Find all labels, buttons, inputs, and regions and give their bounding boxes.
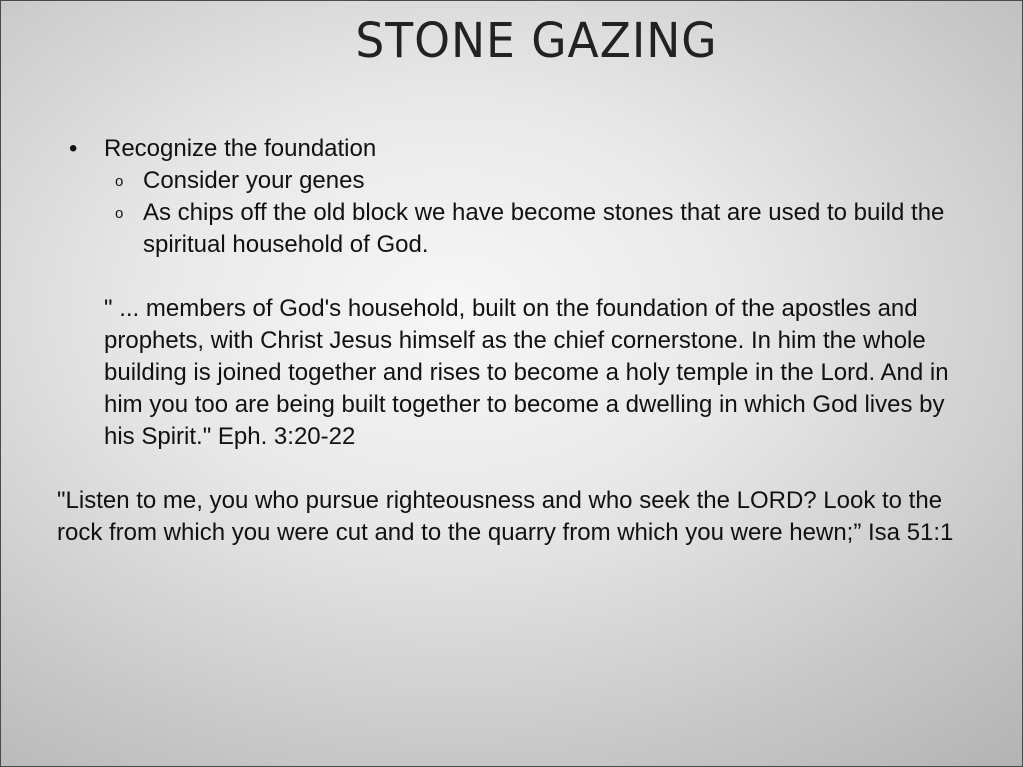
subbullet-marker: o [115,205,124,222]
bullet-recognize-foundation [69,133,964,165]
slide-content [1,133,1023,549]
subbullet-marker: o [115,173,124,190]
subbullet-text: As chips off the old block we have become stones that are used to build the spiritual household of God. [143,199,945,258]
bullet-marker: • [69,135,78,162]
subbullet-consider-genes [115,165,953,197]
slide-title: STONE GAZING [355,13,718,69]
bullet-text: Recognize the foundation [104,135,377,162]
isaiah-quote: "Listen to me, you who pursue righteousness and who seek the LORD? Look to the rock from which you were cut and to the quarry from which you were hewn;” Isa 51:1 [57,487,954,546]
spacer [1,261,1023,293]
subbullet-chips-off-block [115,197,953,261]
ephesians-quote: " ... members of God's household, built on the foundation of the apostles and prophets, with Christ Jesus himself as the chief cornerstone. In him the whole building is joined together and rises to become a holy temple in the Lord. And in him you too are being built together to become a dwelling in which God lives by his Spirit." Eph. 3:20-22 [104,295,949,450]
subbullet-text: Consider your genes [143,167,365,194]
spacer [1,453,1023,485]
